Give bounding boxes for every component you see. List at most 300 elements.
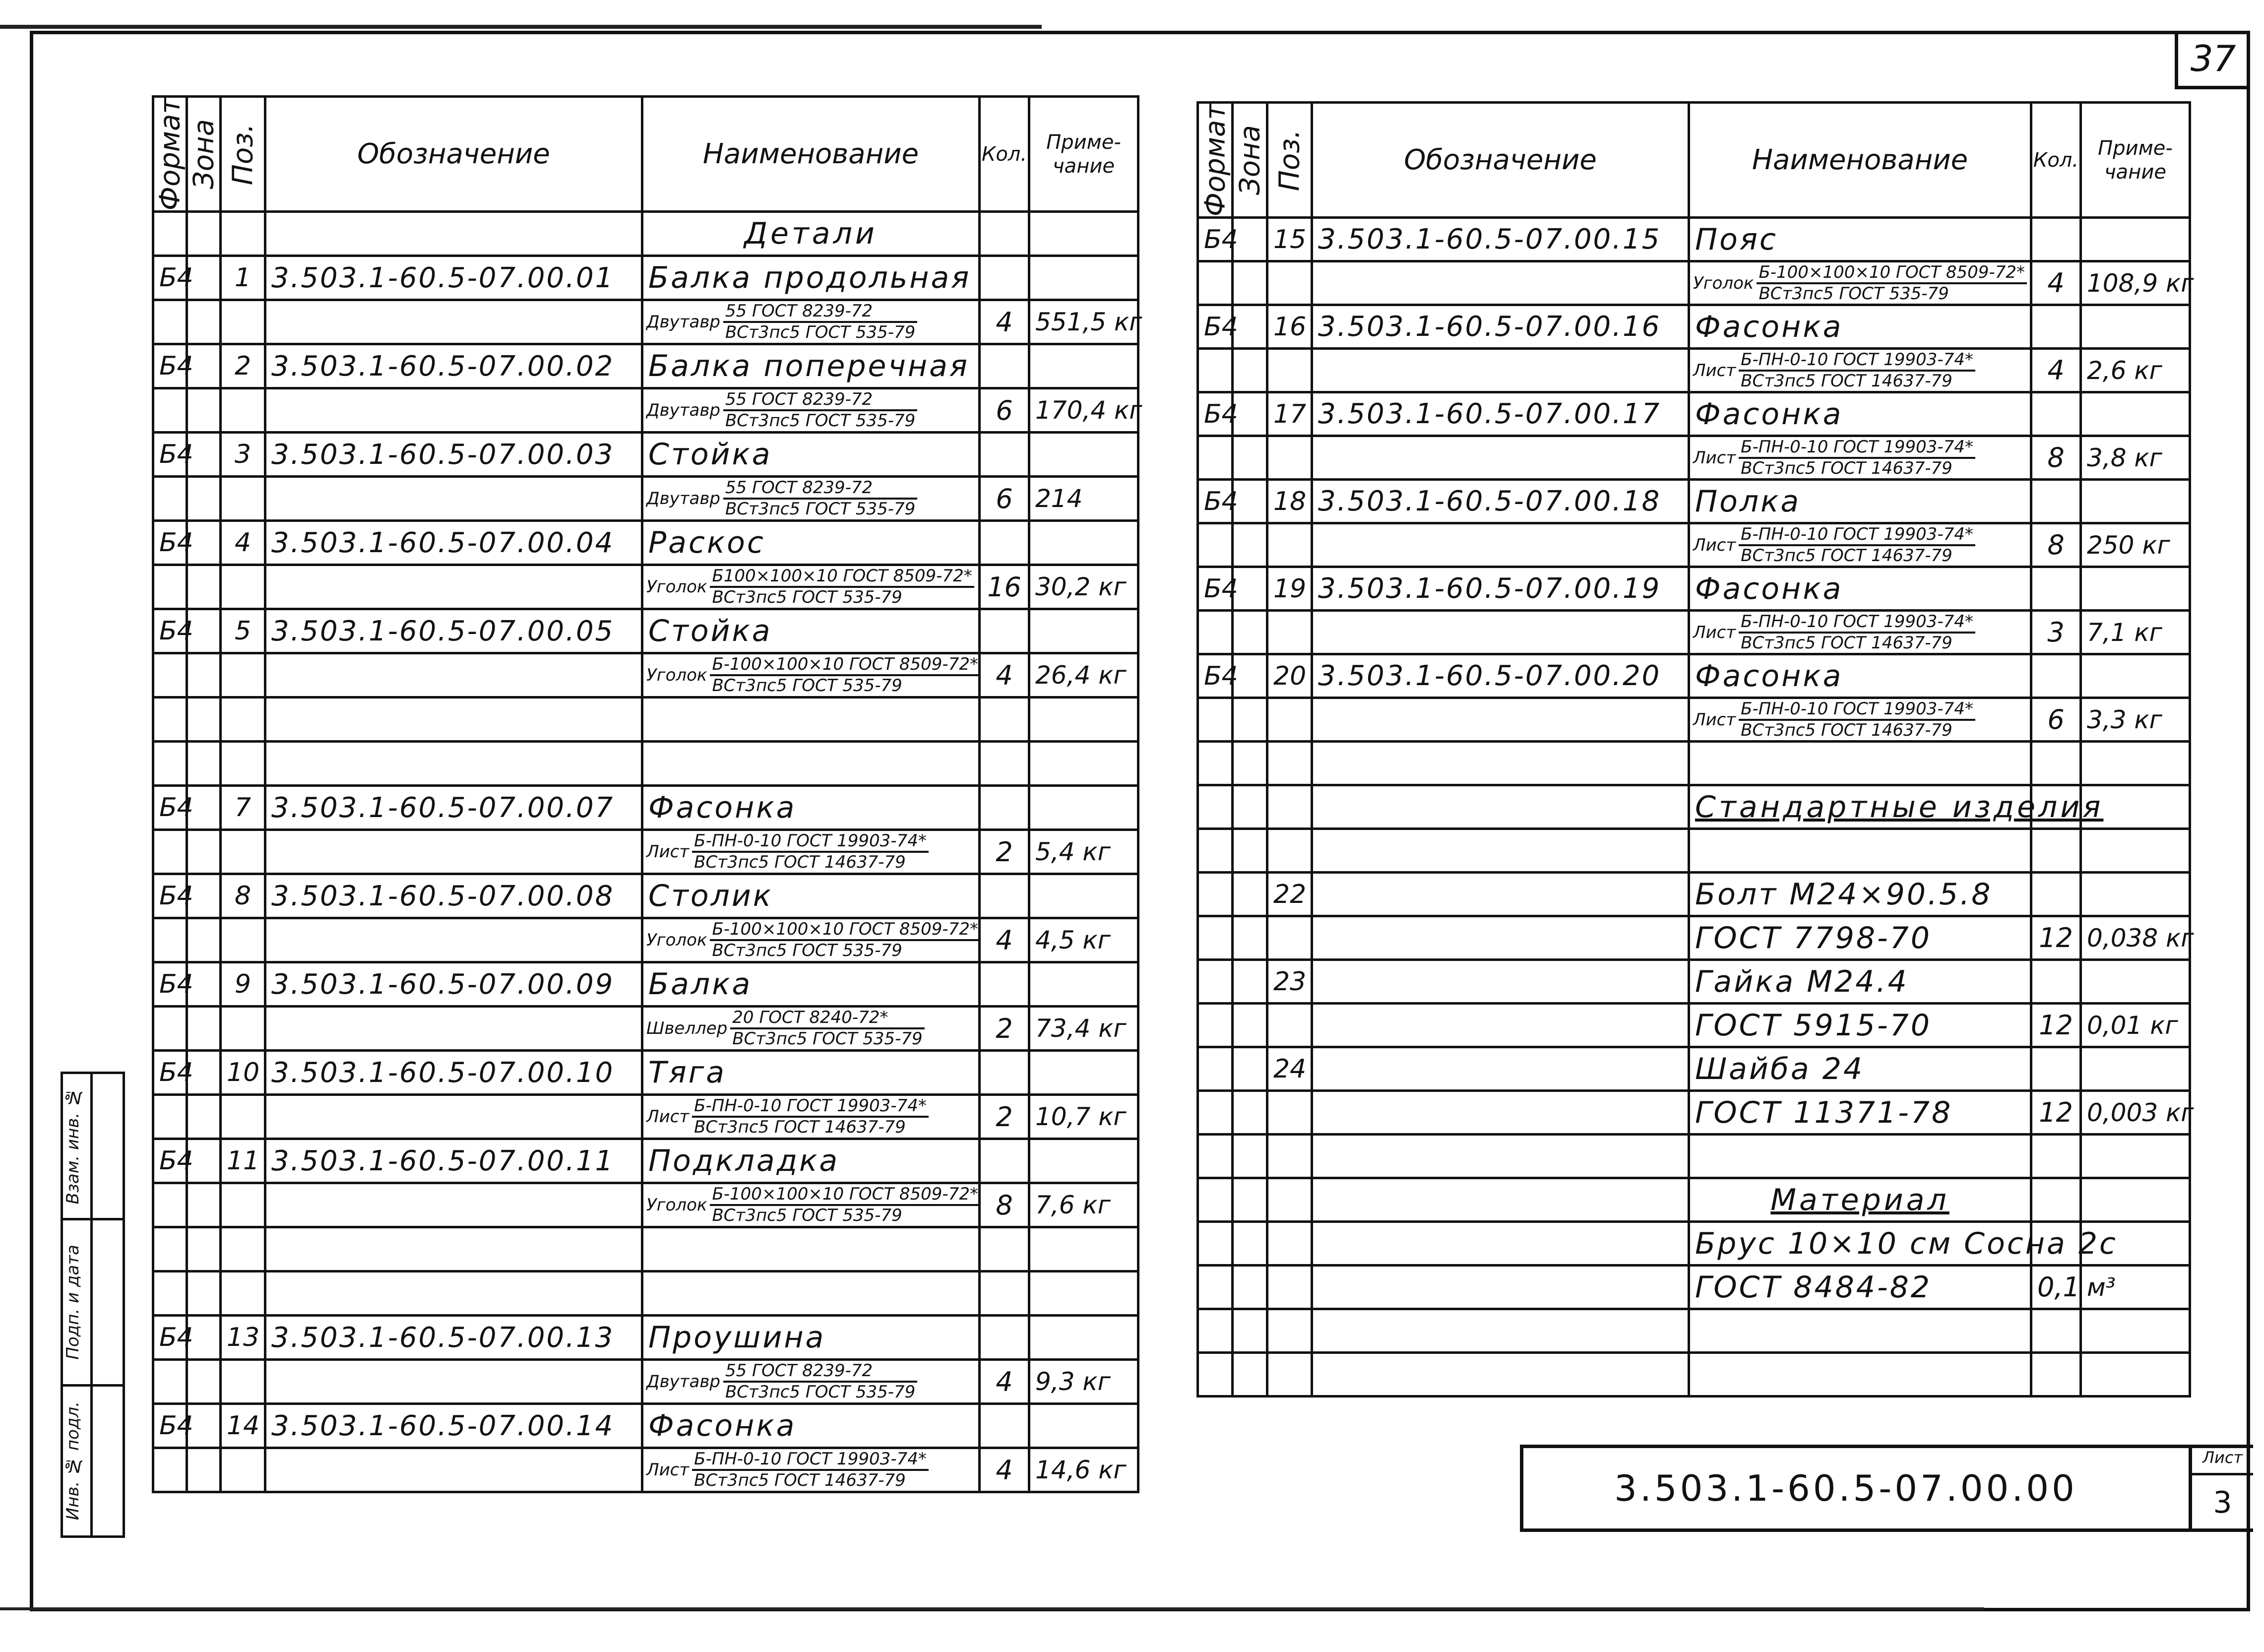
format-cell: Б4 bbox=[1198, 480, 1233, 523]
note-cell: 250 кг bbox=[2081, 523, 2190, 567]
pos-cell bbox=[221, 1227, 265, 1271]
pos-cell: 15 bbox=[1267, 218, 1312, 261]
qty-cell: 6 bbox=[980, 388, 1029, 433]
format-cell bbox=[153, 1183, 187, 1227]
note-cell bbox=[1029, 256, 1138, 300]
name-cell: Подкладка bbox=[642, 1139, 980, 1183]
material-grade: ВСт3пс5 ГОСТ 535-79 bbox=[725, 411, 916, 431]
table-row bbox=[1198, 1135, 2190, 1178]
name-cell bbox=[1689, 1135, 2031, 1178]
material-fraction bbox=[1739, 350, 1975, 391]
qty-cell bbox=[980, 344, 1029, 388]
name-cell bbox=[1689, 742, 2031, 785]
format-cell: Б4 bbox=[153, 256, 187, 300]
zone-cell bbox=[187, 1271, 221, 1316]
name-cell: Балка bbox=[642, 962, 980, 1007]
table-row bbox=[153, 1183, 1138, 1227]
table-row bbox=[153, 918, 1138, 962]
pos-cell bbox=[221, 388, 265, 433]
designation-cell bbox=[265, 477, 642, 521]
material-grade: ВСт3пс5 ГОСТ 14637-79 bbox=[1741, 371, 1952, 391]
header-qty: Кол. bbox=[980, 97, 1029, 212]
note-cell: 5,4 кг bbox=[1029, 830, 1138, 874]
designation-cell: 3.503.1-60.5-07.00.08 bbox=[265, 874, 642, 918]
note-cell bbox=[2081, 1047, 2190, 1091]
qty-cell bbox=[2031, 1309, 2081, 1353]
spec-table-left bbox=[152, 95, 1142, 1493]
note-cell bbox=[1029, 1271, 1138, 1316]
zone-cell bbox=[1233, 960, 1267, 1004]
pos-cell bbox=[1267, 1004, 1312, 1047]
zone-cell bbox=[187, 212, 221, 256]
material-grade: ВСт3пс5 ГОСТ 535-79 bbox=[725, 499, 916, 519]
format-cell bbox=[153, 1271, 187, 1316]
zone-cell bbox=[1233, 1004, 1267, 1047]
material-grade: ВСт3пс5 ГОСТ 535-79 bbox=[712, 1206, 902, 1226]
material-profile: Б-ПН-0-10 ГОСТ 19903-74* bbox=[1739, 525, 1975, 546]
table-row bbox=[1198, 218, 2190, 261]
designation-cell bbox=[1312, 785, 1689, 829]
pos-cell: 22 bbox=[1267, 873, 1312, 916]
pos-cell bbox=[1267, 436, 1312, 480]
pos-cell bbox=[1267, 261, 1312, 305]
format-cell bbox=[153, 1007, 187, 1051]
designation-cell: 3.503.1-60.5-07.00.09 bbox=[265, 962, 642, 1007]
designation-cell: 3.503.1-60.5-07.00.10 bbox=[265, 1051, 642, 1095]
qty-cell bbox=[2031, 1353, 2081, 1397]
material-fraction bbox=[723, 478, 917, 519]
note-cell: 2,6 кг bbox=[2081, 349, 2190, 392]
name-cell: Столик bbox=[642, 874, 980, 918]
name-cell: Тяга bbox=[642, 1051, 980, 1095]
material-spec bbox=[646, 1008, 975, 1049]
material-cell bbox=[642, 830, 980, 874]
name-cell: Фасонка bbox=[1689, 392, 2031, 436]
format-cell: Б4 bbox=[153, 609, 187, 653]
zone-cell bbox=[187, 1227, 221, 1271]
qty-cell: 4 bbox=[980, 1360, 1029, 1404]
table-row bbox=[153, 388, 1138, 433]
table-row bbox=[1198, 1309, 2190, 1353]
note-cell: 0,01 кг bbox=[2081, 1004, 2190, 1047]
table-row bbox=[153, 433, 1138, 477]
material-fraction bbox=[710, 920, 980, 960]
note-cell: 7,6 кг bbox=[1029, 1183, 1138, 1227]
material-fraction bbox=[710, 655, 980, 696]
material-profile: Б-100×100×10 ГОСТ 8509-72* bbox=[1757, 263, 2027, 284]
qty-cell bbox=[980, 786, 1029, 830]
designation-cell bbox=[1312, 1222, 1689, 1266]
qty-cell: 2 bbox=[980, 830, 1029, 874]
bottom-edge-line bbox=[0, 1607, 1984, 1610]
table-row bbox=[1198, 654, 2190, 698]
qty-cell bbox=[2031, 480, 2081, 523]
table-row bbox=[153, 1271, 1138, 1316]
pos-cell bbox=[221, 1360, 265, 1404]
material-type: Лист bbox=[1693, 447, 1736, 468]
designation-cell: 3.503.1-60.5-07.00.17 bbox=[1312, 392, 1689, 436]
pos-cell bbox=[1267, 1309, 1312, 1353]
designation-cell bbox=[1312, 1004, 1689, 1047]
material-cell bbox=[642, 565, 980, 609]
qty-cell bbox=[2031, 873, 2081, 916]
designation-cell: 3.503.1-60.5-07.00.16 bbox=[1312, 305, 1689, 349]
sheet-box bbox=[2189, 1448, 2253, 1528]
table-row bbox=[153, 344, 1138, 388]
material-grade: ВСт3пс5 ГОСТ 535-79 bbox=[725, 1382, 916, 1402]
material-spec bbox=[1693, 263, 2027, 304]
designation-cell bbox=[265, 1271, 642, 1316]
header-name: Наименование bbox=[1689, 103, 2031, 218]
material-spec bbox=[646, 831, 975, 872]
qty-cell bbox=[2031, 654, 2081, 698]
name-cell: ГОСТ 5915-70 bbox=[1689, 1004, 2031, 1047]
section-title: Материал bbox=[1689, 1178, 2031, 1222]
pos-cell bbox=[1267, 611, 1312, 654]
table-row bbox=[1198, 305, 2190, 349]
table-row bbox=[153, 300, 1138, 344]
material-fraction bbox=[1739, 612, 1975, 653]
pos-cell bbox=[1267, 698, 1312, 742]
designation-cell: 3.503.1-60.5-07.00.14 bbox=[265, 1404, 642, 1448]
material-spec bbox=[646, 654, 978, 696]
note-cell: 14,6 кг bbox=[1029, 1448, 1138, 1492]
qty-cell: 12 bbox=[2031, 916, 2081, 960]
pos-cell: 23 bbox=[1267, 960, 1312, 1004]
note-cell bbox=[2081, 480, 2190, 523]
header-note: Приме- чание bbox=[1029, 97, 1138, 212]
material-grade: ВСт3пс5 ГОСТ 14637-79 bbox=[1741, 458, 1952, 478]
qty-cell: 16 bbox=[980, 565, 1029, 609]
zone-cell bbox=[1233, 1266, 1267, 1309]
qty-cell: 0,1 bbox=[2031, 1266, 2081, 1309]
designation-cell bbox=[265, 565, 642, 609]
material-type: Двутавр bbox=[646, 1372, 720, 1392]
material-profile: Б-ПН-0-10 ГОСТ 19903-74* bbox=[1739, 350, 1975, 372]
table-row bbox=[153, 1095, 1138, 1139]
qty-cell bbox=[2031, 1135, 2081, 1178]
zone-cell bbox=[1233, 742, 1267, 785]
table-row bbox=[1198, 1266, 2190, 1309]
name-cell: Фасонка bbox=[642, 1404, 980, 1448]
zone-cell bbox=[1233, 1047, 1267, 1091]
table-row bbox=[153, 653, 1138, 698]
format-cell bbox=[153, 477, 187, 521]
pos-cell bbox=[1267, 916, 1312, 960]
note-cell bbox=[2081, 1309, 2190, 1353]
zone-cell bbox=[187, 698, 221, 742]
zone-cell bbox=[187, 388, 221, 433]
material-fraction bbox=[723, 1361, 917, 1402]
note-cell: 551,5 кг bbox=[1029, 300, 1138, 344]
qty-cell bbox=[980, 609, 1029, 653]
name-cell: Балка поперечная bbox=[642, 344, 980, 388]
material-profile: Б-ПН-0-10 ГОСТ 19903-74* bbox=[692, 831, 929, 853]
qty-cell bbox=[980, 1316, 1029, 1360]
designation-cell: 3.503.1-60.5-07.00.18 bbox=[1312, 480, 1689, 523]
format-cell: Б4 bbox=[153, 521, 187, 565]
qty-cell bbox=[2031, 1047, 2081, 1091]
header-pos: Поз. bbox=[1267, 103, 1312, 218]
note-cell: 7,1 кг bbox=[2081, 611, 2190, 654]
format-cell bbox=[1198, 1004, 1233, 1047]
designation-cell bbox=[1312, 698, 1689, 742]
format-cell bbox=[1198, 916, 1233, 960]
designation-cell bbox=[265, 1183, 642, 1227]
zone-cell bbox=[1233, 1091, 1267, 1135]
designation-cell bbox=[1312, 1178, 1689, 1222]
qty-cell bbox=[2031, 829, 2081, 873]
designation-cell: 3.503.1-60.5-07.00.02 bbox=[265, 344, 642, 388]
note-cell bbox=[2081, 218, 2190, 261]
pos-cell bbox=[1267, 1135, 1312, 1178]
table-row bbox=[1198, 392, 2190, 436]
material-type: Уголок bbox=[646, 930, 707, 951]
material-cell bbox=[1689, 436, 2031, 480]
section-title: Стандартные изделия bbox=[1689, 785, 2031, 829]
material-type: Лист bbox=[1693, 709, 1736, 730]
side-stamp bbox=[61, 1072, 125, 1533]
qty-cell: 12 bbox=[2031, 1004, 2081, 1047]
table-row bbox=[1198, 1353, 2190, 1397]
material-spec bbox=[1693, 612, 2027, 653]
format-cell: Б4 bbox=[153, 1316, 187, 1360]
designation-cell: 3.503.1-60.5-07.00.15 bbox=[1312, 218, 1689, 261]
material-type: Лист bbox=[1693, 622, 1736, 642]
note-cell: 214 bbox=[1029, 477, 1138, 521]
pos-cell: 5 bbox=[221, 609, 265, 653]
table-row bbox=[1198, 480, 2190, 523]
table-row bbox=[153, 1448, 1138, 1492]
format-cell bbox=[153, 212, 187, 256]
material-type: Лист bbox=[1693, 360, 1736, 381]
table-row bbox=[153, 1404, 1138, 1448]
designation-cell bbox=[1312, 916, 1689, 960]
name-cell: Стойка bbox=[642, 609, 980, 653]
format-cell bbox=[1198, 829, 1233, 873]
table-row bbox=[153, 256, 1138, 300]
zone-cell bbox=[1233, 523, 1267, 567]
table-row bbox=[153, 1227, 1138, 1271]
pos-cell: 1 bbox=[221, 256, 265, 300]
material-type: Двутавр bbox=[646, 312, 720, 332]
page-number: 37 bbox=[2175, 31, 2248, 89]
material-grade: ВСт3пс5 ГОСТ 14637-79 bbox=[1741, 545, 1952, 566]
zone-cell bbox=[187, 477, 221, 521]
material-spec bbox=[1693, 438, 2027, 478]
pos-cell bbox=[221, 300, 265, 344]
name-cell: Фасонка bbox=[1689, 654, 2031, 698]
note-cell bbox=[1029, 1316, 1138, 1360]
designation-cell bbox=[1312, 829, 1689, 873]
material-profile: Б-ПН-0-10 ГОСТ 19903-74* bbox=[1739, 438, 1975, 459]
note-cell bbox=[1029, 344, 1138, 388]
designation-cell bbox=[1312, 1266, 1689, 1309]
qty-cell bbox=[2031, 742, 2081, 785]
note-cell bbox=[2081, 1353, 2190, 1397]
format-cell: Б4 bbox=[153, 786, 187, 830]
material-spec bbox=[646, 390, 975, 431]
material-profile: Б-100×100×10 ГОСТ 8509-72* bbox=[710, 655, 980, 676]
designation-cell bbox=[1312, 960, 1689, 1004]
table-row bbox=[1198, 960, 2190, 1004]
format-cell bbox=[153, 1095, 187, 1139]
note-cell bbox=[2081, 654, 2190, 698]
name-cell: Полка bbox=[1689, 480, 2031, 523]
qty-cell: 2 bbox=[980, 1095, 1029, 1139]
qty-cell bbox=[980, 212, 1029, 256]
header-name: Наименование bbox=[642, 97, 980, 212]
table-row bbox=[153, 698, 1138, 742]
note-cell bbox=[2081, 567, 2190, 611]
qty-cell bbox=[2031, 392, 2081, 436]
pos-cell bbox=[1267, 1353, 1312, 1397]
qty-cell: 4 bbox=[2031, 261, 2081, 305]
qty-cell bbox=[980, 698, 1029, 742]
material-profile: Б-100×100×10 ГОСТ 8509-72* bbox=[710, 920, 980, 941]
material-type: Уголок bbox=[646, 1195, 707, 1215]
note-cell bbox=[2081, 305, 2190, 349]
format-cell: Б4 bbox=[153, 1404, 187, 1448]
pos-cell bbox=[1267, 523, 1312, 567]
note-cell: 26,4 кг bbox=[1029, 653, 1138, 698]
material-grade: ВСт3пс5 ГОСТ 14637-79 bbox=[694, 852, 906, 873]
table-row bbox=[153, 1007, 1138, 1051]
designation-cell bbox=[265, 742, 642, 786]
zone-cell bbox=[187, 830, 221, 874]
format-cell bbox=[153, 742, 187, 786]
note-cell bbox=[1029, 698, 1138, 742]
pos-cell bbox=[221, 698, 265, 742]
table-row bbox=[1198, 785, 2190, 829]
qty-cell: 4 bbox=[980, 300, 1029, 344]
table-row bbox=[153, 786, 1138, 830]
material-fraction bbox=[692, 1096, 929, 1137]
pos-cell bbox=[221, 477, 265, 521]
material-fraction bbox=[1739, 438, 1975, 478]
designation-cell bbox=[265, 830, 642, 874]
table-row bbox=[153, 830, 1138, 874]
format-cell: Б4 bbox=[153, 1051, 187, 1095]
table-row bbox=[153, 874, 1138, 918]
note-cell bbox=[1029, 874, 1138, 918]
designation-cell bbox=[1312, 1309, 1689, 1353]
name-cell: Стойка bbox=[642, 433, 980, 477]
pos-cell: 9 bbox=[221, 962, 265, 1007]
zone-cell bbox=[187, 1448, 221, 1492]
qty-cell bbox=[980, 1404, 1029, 1448]
zone-cell bbox=[1233, 349, 1267, 392]
pos-cell: 20 bbox=[1267, 654, 1312, 698]
format-cell bbox=[153, 1360, 187, 1404]
qty-cell bbox=[980, 1051, 1029, 1095]
zone-cell bbox=[1233, 1353, 1267, 1397]
note-cell bbox=[1029, 786, 1138, 830]
pos-cell: 4 bbox=[221, 521, 265, 565]
table-row bbox=[153, 1360, 1138, 1404]
document-code: 3.503.1-60.5-07.00.00 bbox=[1614, 1467, 2077, 1509]
table-row bbox=[1198, 916, 2190, 960]
format-cell bbox=[153, 698, 187, 742]
designation-cell bbox=[265, 1227, 642, 1271]
qty-cell: 8 bbox=[2031, 436, 2081, 480]
format-cell bbox=[1198, 523, 1233, 567]
table-row bbox=[153, 609, 1138, 653]
table-row bbox=[1198, 611, 2190, 654]
qty-cell bbox=[980, 1271, 1029, 1316]
material-spec bbox=[646, 567, 975, 607]
material-grade: ВСт3пс5 ГОСТ 14637-79 bbox=[694, 1470, 906, 1491]
format-cell: Б4 bbox=[153, 962, 187, 1007]
material-spec bbox=[646, 1450, 975, 1490]
format-cell bbox=[1198, 261, 1233, 305]
zone-cell bbox=[1233, 436, 1267, 480]
material-fraction bbox=[730, 1008, 924, 1049]
note-cell bbox=[2081, 1178, 2190, 1222]
note-cell: 170,4 кг bbox=[1029, 388, 1138, 433]
note-cell bbox=[1029, 433, 1138, 477]
material-profile: 55 ГОСТ 8239-72 bbox=[723, 478, 917, 500]
pos-cell bbox=[1267, 1222, 1312, 1266]
name-cell: ГОСТ 7798-70 bbox=[1689, 916, 2031, 960]
name-cell: Балка продольная bbox=[642, 256, 980, 300]
zone-cell bbox=[1233, 1135, 1267, 1178]
format-cell: Б4 bbox=[153, 1139, 187, 1183]
material-grade: ВСт3пс5 ГОСТ 535-79 bbox=[1759, 283, 1949, 304]
zone-cell bbox=[187, 918, 221, 962]
note-cell bbox=[1029, 521, 1138, 565]
pos-cell bbox=[1267, 1091, 1312, 1135]
table-row bbox=[1198, 1091, 2190, 1135]
format-cell bbox=[1198, 742, 1233, 785]
designation-cell: 3.503.1-60.5-07.00.19 bbox=[1312, 567, 1689, 611]
qty-cell: 2 bbox=[980, 1007, 1029, 1051]
name-cell bbox=[1689, 1309, 2031, 1353]
note-cell: 10,7 кг bbox=[1029, 1095, 1138, 1139]
name-cell: Фасонка bbox=[1689, 567, 2031, 611]
format-cell bbox=[1198, 873, 1233, 916]
pos-cell: 7 bbox=[221, 786, 265, 830]
material-profile: 20 ГОСТ 8240-72* bbox=[730, 1008, 924, 1029]
pos-cell: 17 bbox=[1267, 392, 1312, 436]
material-fraction bbox=[692, 831, 929, 872]
header-format: Формат bbox=[153, 97, 187, 212]
pos-cell bbox=[1267, 1266, 1312, 1309]
designation-cell bbox=[1312, 349, 1689, 392]
name-cell: Фасонка bbox=[1689, 305, 2031, 349]
material-cell bbox=[642, 1448, 980, 1492]
qty-cell bbox=[2031, 218, 2081, 261]
material-fraction bbox=[710, 567, 974, 607]
pos-cell: 16 bbox=[1267, 305, 1312, 349]
side-label-inventory: Инв. № подл. bbox=[63, 1401, 83, 1521]
format-cell: Б4 bbox=[1198, 654, 1233, 698]
material-cell bbox=[642, 1095, 980, 1139]
table-row bbox=[153, 1316, 1138, 1360]
material-profile: Б-ПН-0-10 ГОСТ 19903-74* bbox=[1739, 612, 1975, 634]
format-cell bbox=[1198, 1135, 1233, 1178]
table-row bbox=[1198, 523, 2190, 567]
name-cell bbox=[642, 742, 980, 786]
format-cell bbox=[1198, 960, 1233, 1004]
designation-cell bbox=[265, 300, 642, 344]
side-label-replaced: Взам. инв. № bbox=[63, 1087, 83, 1205]
material-grade: ВСт3пс5 ГОСТ 535-79 bbox=[712, 676, 902, 696]
qty-cell bbox=[980, 1227, 1029, 1271]
qty-cell: 6 bbox=[2031, 698, 2081, 742]
material-type: Лист bbox=[646, 842, 690, 862]
designation-cell: 3.503.1-60.5-07.00.07 bbox=[265, 786, 642, 830]
